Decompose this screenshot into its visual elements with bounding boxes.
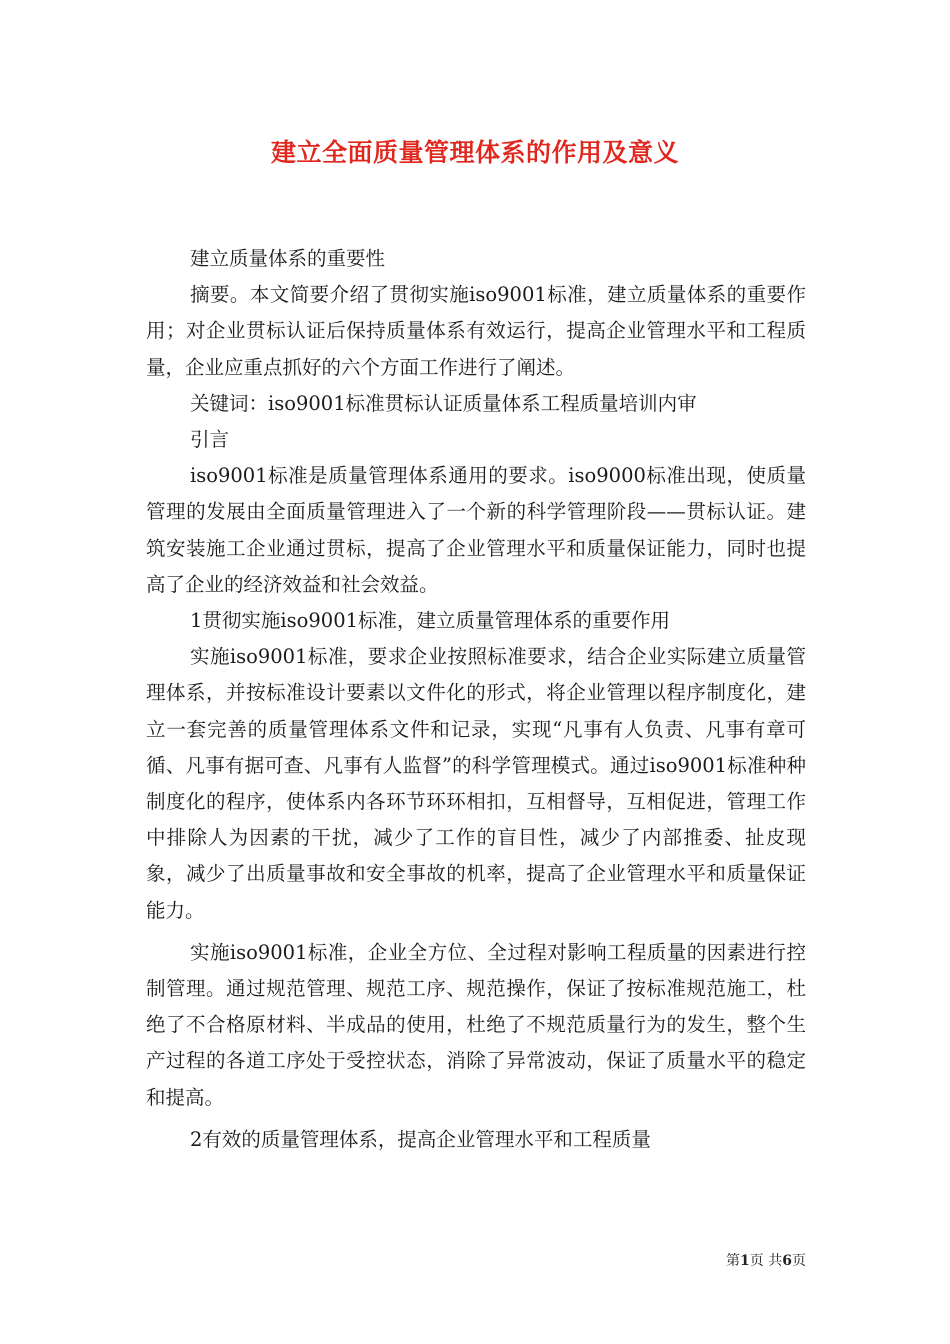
footer-prefix: 第 bbox=[726, 1253, 741, 1269]
document-body bbox=[146, 241, 806, 1158]
footer-current-page: 1 bbox=[740, 1253, 750, 1269]
footer-suffix: 页 bbox=[792, 1253, 806, 1269]
paragraph-section-1-b: 实施iso9001标准，企业全方位、全过程对影响工程质量的因素进行控制管理。通过规范管理、规范工序、规范操作，保证了按标准规范施工，杜绝了不合格原材料、半成品的使用，杜绝了不规范质量行为的发生，整个生产过程的各道工序处于受控状态，消除了异常波动，保证了质量水平的稳定和提高。 bbox=[146, 940, 806, 1109]
section-heading-1: 1贯彻实施iso9001标准，建立质量管理体系的重要作用 bbox=[190, 609, 671, 633]
section-heading-2: 2有效的质量管理体系，提高企业管理水平和工程质量 bbox=[190, 1127, 651, 1151]
paragraph-section-1-a: 实施iso9001标准，要求企业按照标准要求，结合企业实际建立质量管理体系，并按标准设计要素以文件化的形式，将企业管理以程序制度化，建立一套完善的质量管理体系文件和记录，实现“凡事有人负责、凡事有章可循、凡事有据可查、凡事有人监督”的科学管理模式。通过iso9001标准种种制度化的程序，使体系内各环节环环相扣，互相督导，互相促进，管理工作中排除人为因素的干扰，减少了工作的盲目性，减少了内部推委、扯皮现象，减少了出质量事故和安全事故的机率，提高了企业管理水平和质量保证能力。 bbox=[146, 645, 806, 922]
footer-middle: 页 共 bbox=[749, 1253, 783, 1269]
page-title: 建立全面质量管理体系的作用及意义 bbox=[270, 138, 679, 167]
paragraph-keywords: 关键词：iso9001标准贯标认证质量体系工程质量培训内审 bbox=[190, 391, 697, 415]
paragraph-introduction-heading: 引言 bbox=[190, 428, 230, 452]
paragraph-abstract: 摘要。本文简要介绍了贯彻实施iso9001标准，建立质量体系的重要作用；对企业贯标认证后保持质量体系有效运行，提高企业管理水平和工程质量，企业应重点抓好的六个方面工作进行了阐述。 bbox=[146, 283, 806, 379]
footer-total-pages: 6 bbox=[782, 1253, 792, 1269]
paragraph-introduction: iso9001标准是质量管理体系通用的要求。iso9000标准出现，使质量管理的发展由全面质量管理进入了一个新的科学管理阶段——贯标认证。建筑安装施工企业通过贯标，提高了企业管理水平和质量保证能力，同时也提高了企业的经济效益和社会效益。 bbox=[146, 464, 806, 596]
page-number-footer bbox=[726, 1250, 806, 1270]
paragraph-heading-importance: 建立质量体系的重要性 bbox=[190, 247, 386, 270]
